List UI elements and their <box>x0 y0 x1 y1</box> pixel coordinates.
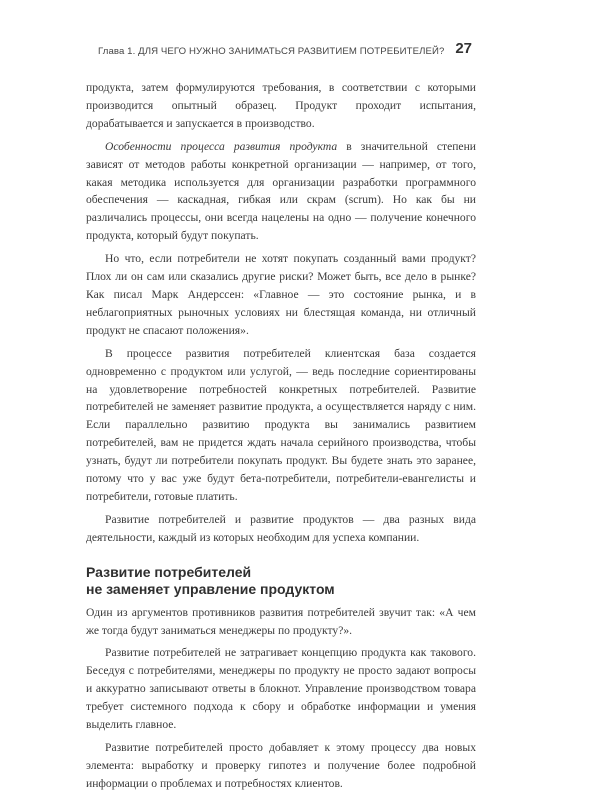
page-body <box>86 79 476 798</box>
paragraph <box>86 138 476 245</box>
paragraph: Развитие потребителей и развитие продуктов — два разных вида деятельности, каждый из которых необходим для успеха компании. <box>86 512 476 544</box>
running-head: Глава 1. ДЛЯ ЧЕГО НУЖНО ЗАНИМАТЬСЯ РАЗВИТИЕМ ПОТРЕБИТЕЛЕЙ? <box>98 46 445 57</box>
page-number: 27 <box>455 40 472 57</box>
italic-term: Особенности процесса развития продукта <box>105 139 338 153</box>
paragraph: В процессе развития потребителей клиентская база создается одновременно с продуктом или услугой, — ведь последние сориентированы на удовлетворение потребностей конкретных потребителей. Развитие потребителей не заменяет развитие продукта, а осуществляется наряду с ним. Если параллельно развитию продукта вы занимались развитием потребителей, вам не придется ждать начала серийного производства, чтобы узнать, будут ли потребители покупать продукт. Вы будете знать это заранее, потому что у вас уже будут бета-потребители, потребители-евангелисты и потребители, готовые платить. <box>86 346 476 503</box>
section-heading-line: Развитие потребителей <box>86 563 252 580</box>
paragraph: Развитие потребителей просто добавляет к этому процессу два новых элемента: выработку и проверку гипотез и получение более подробной информации о проблемах и потребностях клиентов. <box>86 741 476 790</box>
paragraph: Развитие потребителей не затрагивает концепцию продукта как такового. Беседуя с потребителями, менеджеры по продукту не просто задают вопросы и аккуратно записывают ответы в блокнот. Управление производством товара требует системного подхода к сбору и обработке информации и умения выделить главное. <box>86 646 476 732</box>
paragraph-text: в значительной степени зависят от методов работы конкретной организации — например, от того, какая методика используется для организации разработки программного обеспечения — каскадная, гибкая или скрам (scrum). Но как бы ни различались процессы, они всегда нацелены на одно — получение конечного продукта, который будут покупать. <box>86 139 476 243</box>
section-heading <box>86 564 476 598</box>
paragraph: Один из аргументов противников развития потребителей звучит так: «А чем же тогда будут заниматься менеджеры по продукту?». <box>86 605 476 637</box>
section-heading-line: не заменяет управление продуктом <box>86 580 335 597</box>
paragraph: Но что, если потребители не хотят покупать созданный вами продукт? Плох ли он сам или сказались другие риски? Может быть, все дело в рынке? Как писал Марк Андерссен: «Главное — это состояние рынка, и в неблагоприятных рыночных условиях ни блестящая команда, ни отличный продукт не спасают положения». <box>86 252 476 337</box>
paragraph: продукта, затем формулируются требования, в соответствии с которыми производится опытный образец. Продукт проходит испытания, дорабатывается и запускается в производство. <box>86 81 476 130</box>
